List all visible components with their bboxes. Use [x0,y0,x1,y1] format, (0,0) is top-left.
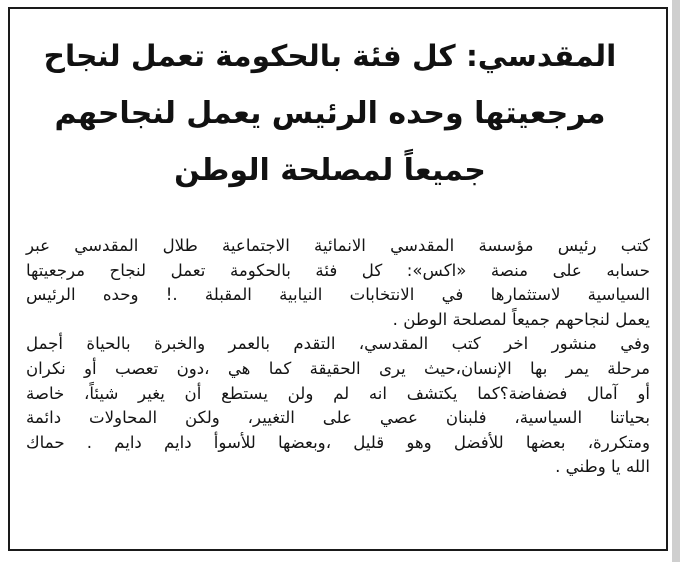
body-line-7: أو آمال فضفاضة؟كما يكتشف انه لم ولن يستطع أن يغير شيئاً، خاصة [26,383,650,403]
article-body [26,234,650,480]
body-line-6: مرحلة يمر بها الإنسان،حيث يرى الحقيقة كما هي ،دون تعصب أو نكران [26,358,650,378]
page-gutter [672,0,680,562]
headline-line-1: المقدسي: كل فئة بالحكومة تعمل لنجاح [43,39,617,73]
body-line-5: وفي منشور اخر كتب المقدسي، التقدم بالعمر والخبرة بالحياة أجمل [26,334,650,354]
headline [40,28,620,199]
body-line-9: ومتكررة، بعضها للأفضل وهو قليل ،وبعضها للأسوأ دايم دايم . حماك [26,432,650,452]
body-line-2: حسابه على منصة «اكس»: كل فئة بالحكومة تعمل لنجاح مرجعيتها [26,260,650,280]
body-line-10: الله يا وطني . [555,457,650,477]
headline-line-2: مرجعيتها وحده الرئيس يعمل لنجاحهم [54,96,606,131]
headline-line-3: جميعاً لمصلحة الوطن [174,153,486,188]
body-line-1: كتب رئيس مؤسسة المقدسي الانمائية الاجتماعية طلال المقدسي عبر [26,236,650,255]
body-line-4: يعمل لنجاحهم جميعاً لمصلحة الوطن . [392,309,650,329]
body-line-8: بحياتنا السياسية، فلبنان عصي على التغيير، ولكن المحاولات دائمة [26,408,650,428]
body-line-3: السياسية لاستثمارها في الانتخابات النيابية المقبلة .! وحده الرئيس [26,285,650,305]
